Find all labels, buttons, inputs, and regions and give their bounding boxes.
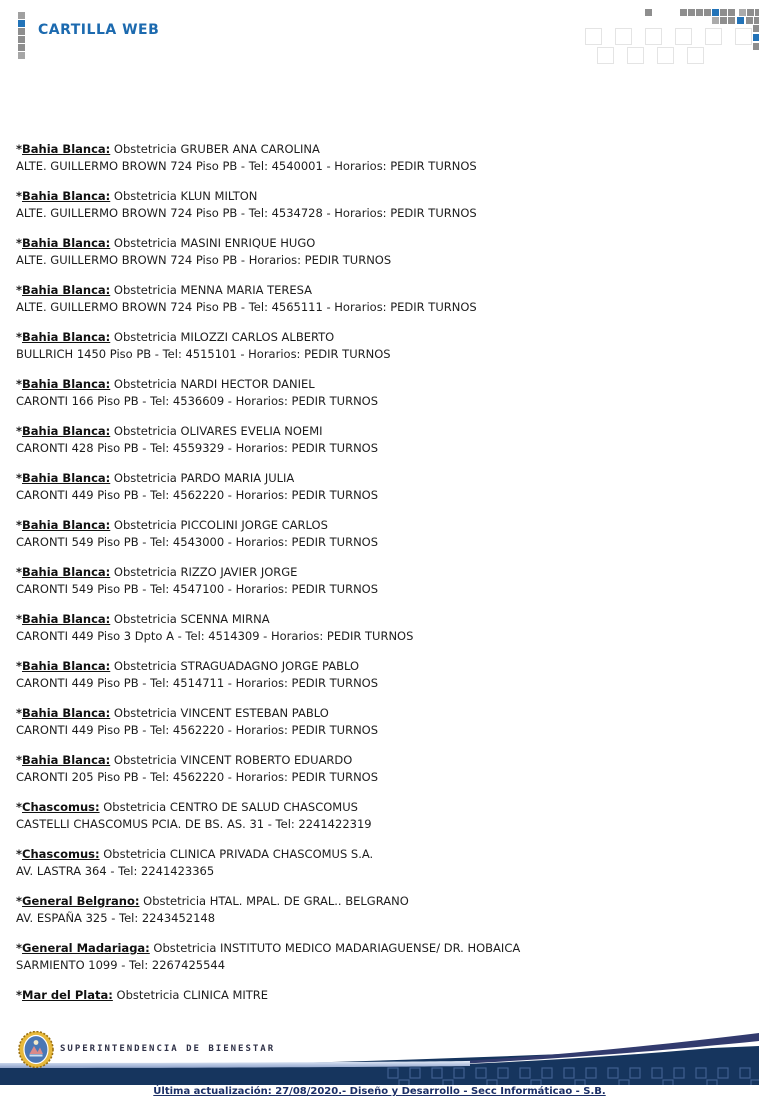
provider-entry (16, 564, 736, 598)
provider-entry (16, 799, 736, 833)
provider-entry (16, 893, 736, 927)
provider-title (16, 752, 736, 769)
provider-name: Obstetricia RIZZO JAVIER JORGE (110, 565, 298, 579)
decor-square (720, 17, 727, 24)
provider-name: Obstetricia HTAL. MPAL. DE GRAL.. BELGRANO (139, 894, 409, 908)
provider-address: CASTELLI CHASCOMUS PCIA. DE BS. AS. 31 - Tel: 2241422319 (16, 817, 372, 831)
provider-city: Mar del Plata: (22, 988, 113, 1002)
provider-name: Obstetricia SCENNA MIRNA (110, 612, 270, 626)
asterisk: * (16, 236, 23, 250)
provider-address: CARONTI 549 Piso PB - Tel: 4547100 - Horarios: PEDIR TURNOS (16, 582, 379, 596)
logo-square (18, 36, 25, 43)
provider-name: Obstetricia VINCENT ESTEBAN PABLO (110, 706, 329, 720)
asterisk: * (16, 518, 23, 532)
provider-name: Obstetricia PICCOLINI JORGE CARLOS (110, 518, 328, 532)
provider-city: Bahia Blanca: (22, 612, 111, 626)
decor-outline-square (687, 47, 704, 64)
provider-city: Chascomus: (22, 847, 100, 861)
provider-title (16, 705, 736, 722)
decor-square (728, 17, 735, 24)
provider-address: AV. ESPAÑA 325 - Tel: 2243452148 (16, 911, 216, 925)
provider-city: Bahia Blanca: (22, 330, 111, 344)
provider-entry (16, 940, 736, 974)
provider-entry (16, 470, 736, 504)
decor-outline-square (675, 28, 692, 45)
asterisk: * (16, 706, 23, 720)
provider-entry (16, 752, 736, 786)
provider-city: Bahia Blanca: (22, 753, 111, 767)
provider-city: Bahia Blanca: (22, 189, 111, 203)
provider-address: BULLRICH 1450 Piso PB - Tel: 4515101 - Horarios: PEDIR TURNOS (16, 347, 391, 361)
decor-square (704, 9, 711, 16)
asterisk: * (16, 565, 23, 579)
asterisk: * (16, 283, 23, 297)
page-title: CARTILLA WEB (38, 22, 160, 38)
asterisk: * (16, 988, 23, 1002)
provider-title (16, 611, 736, 628)
logo-square (18, 20, 25, 27)
decor-square (737, 17, 744, 24)
decor-square (688, 9, 695, 16)
provider-address: ALTE. GUILLERMO BROWN 724 Piso PB - Horarios: PEDIR TURNOS (16, 253, 392, 267)
provider-title (16, 329, 736, 346)
provider-address: AV. LASTRA 364 - Tel: 2241423365 (16, 864, 215, 878)
provider-entry (16, 235, 736, 269)
provider-address: CARONTI 166 Piso PB - Tel: 4536609 - Horarios: PEDIR TURNOS (16, 394, 379, 408)
asterisk: * (16, 941, 23, 955)
provider-name: Obstetricia OLIVARES EVELIA NOEMI (110, 424, 323, 438)
provider-title (16, 846, 736, 863)
provider-entry (16, 282, 736, 316)
provider-entry (16, 423, 736, 457)
logo-square (18, 52, 25, 59)
provider-name: Obstetricia CLINICA PRIVADA CHASCOMUS S.A. (99, 847, 374, 861)
provider-title (16, 470, 736, 487)
crest-logo-icon (18, 1031, 54, 1068)
asterisk: * (16, 659, 23, 673)
decor-square (753, 25, 759, 32)
provider-city: Bahia Blanca: (22, 283, 111, 297)
provider-address: CARONTI 428 Piso PB - Tel: 4559329 - Horarios: PEDIR TURNOS (16, 441, 379, 455)
provider-title (16, 987, 736, 1004)
provider-title (16, 940, 736, 957)
asterisk: * (16, 471, 23, 485)
decor-outline-square (645, 28, 662, 45)
provider-city: Bahia Blanca: (22, 518, 111, 532)
decor-square (680, 9, 687, 16)
org-name: SUPERINTENDENCIA DE BIENESTAR (60, 1044, 276, 1054)
provider-title (16, 376, 736, 393)
footer-swoosh-graphic (0, 1030, 759, 1086)
provider-city: Bahia Blanca: (22, 424, 111, 438)
asterisk: * (16, 377, 23, 391)
provider-city: Chascomus: (22, 800, 100, 814)
provider-address: ALTE. GUILLERMO BROWN 724 Piso PB - Tel: 4565111 - Horarios: PEDIR TURNOS (16, 300, 477, 314)
decor-square (712, 9, 719, 16)
decor-square (755, 9, 759, 16)
provider-name: Obstetricia KLUN MILTON (110, 189, 258, 203)
provider-entry (16, 658, 736, 692)
asterisk: * (16, 894, 23, 908)
provider-name: Obstetricia NARDI HECTOR DANIEL (110, 377, 315, 391)
decor-square (753, 43, 759, 50)
decor-square (645, 9, 652, 16)
provider-name: Obstetricia CENTRO DE SALUD CHASCOMUS (99, 800, 358, 814)
asterisk: * (16, 800, 23, 814)
provider-entry (16, 705, 736, 739)
decor-outline-square (657, 47, 674, 64)
provider-title (16, 141, 736, 158)
decor-outline-square (615, 28, 632, 45)
decor-square (754, 17, 759, 24)
provider-name: Obstetricia INSTITUTO MEDICO MADARIAGUENSE/ DR. HOBAICA (149, 941, 521, 955)
provider-name: Obstetricia MILOZZI CARLOS ALBERTO (110, 330, 335, 344)
decor-outline-square (735, 28, 752, 45)
update-text: Última actualización: 27/08/2020.- Diseño y Desarrollo - Secc Informáticao - S.B. (153, 1086, 606, 1097)
decor-square (720, 9, 727, 16)
provider-title (16, 799, 736, 816)
provider-title (16, 658, 736, 675)
decor-outline-square (585, 28, 602, 45)
provider-city: Bahia Blanca: (22, 706, 111, 720)
provider-entry (16, 987, 736, 1004)
provider-address: SARMIENTO 1099 - Tel: 2267425544 (16, 958, 226, 972)
provider-city: General Belgrano: (22, 894, 140, 908)
decor-outline-square (705, 28, 722, 45)
provider-title (16, 517, 736, 534)
provider-title (16, 893, 736, 910)
decor-square (753, 34, 759, 41)
provider-address: ALTE. GUILLERMO BROWN 724 Piso PB - Tel: 4540001 - Horarios: PEDIR TURNOS (16, 159, 477, 173)
provider-name: Obstetricia CLINICA MITRE (112, 988, 269, 1002)
provider-entry (16, 846, 736, 880)
decor-outline-square (627, 47, 644, 64)
provider-city: General Madariaga: (22, 941, 150, 955)
decor-square (728, 9, 735, 16)
asterisk: * (16, 753, 23, 767)
provider-city: Bahia Blanca: (22, 471, 111, 485)
decor-square (696, 9, 703, 16)
provider-entry (16, 329, 736, 363)
provider-name: Obstetricia MENNA MARIA TERESA (110, 283, 313, 297)
provider-entry (16, 141, 736, 175)
logo-square (18, 44, 25, 51)
provider-city: Bahia Blanca: (22, 565, 111, 579)
provider-name: Obstetricia PARDO MARIA JULIA (110, 471, 295, 485)
asterisk: * (16, 612, 23, 626)
provider-city: Bahia Blanca: (22, 236, 111, 250)
provider-title (16, 235, 736, 252)
provider-entry (16, 376, 736, 410)
provider-name: Obstetricia GRUBER ANA CAROLINA (110, 142, 320, 156)
asterisk: * (16, 142, 23, 156)
provider-address: CARONTI 549 Piso PB - Tel: 4543000 - Horarios: PEDIR TURNOS (16, 535, 379, 549)
provider-city: Bahia Blanca: (22, 377, 111, 391)
asterisk: * (16, 330, 23, 344)
provider-title (16, 564, 736, 581)
provider-address: CARONTI 205 Piso PB - Tel: 4562220 - Horarios: PEDIR TURNOS (16, 770, 379, 784)
decor-outline-square (597, 47, 614, 64)
asterisk: * (16, 424, 23, 438)
decor-square (746, 17, 753, 24)
provider-list (16, 141, 736, 1017)
asterisk: * (16, 847, 23, 861)
provider-address: CARONTI 449 Piso 3 Dpto A - Tel: 4514309 - Horarios: PEDIR TURNOS (16, 629, 414, 643)
decor-square (747, 9, 754, 16)
logo-square (18, 12, 25, 19)
provider-address: CARONTI 449 Piso PB - Tel: 4514711 - Horarios: PEDIR TURNOS (16, 676, 379, 690)
provider-title (16, 282, 736, 299)
provider-city: Bahia Blanca: (22, 142, 111, 156)
provider-address: ALTE. GUILLERMO BROWN 724 Piso PB - Tel: 4534728 - Horarios: PEDIR TURNOS (16, 206, 477, 220)
decor-square (712, 17, 719, 24)
provider-title (16, 423, 736, 440)
provider-entry (16, 517, 736, 551)
provider-entry (16, 188, 736, 222)
provider-address: CARONTI 449 Piso PB - Tel: 4562220 - Horarios: PEDIR TURNOS (16, 723, 379, 737)
provider-entry (16, 611, 736, 645)
provider-city: Bahia Blanca: (22, 659, 111, 673)
provider-name: Obstetricia MASINI ENRIQUE HUGO (110, 236, 316, 250)
asterisk: * (16, 189, 23, 203)
provider-address: CARONTI 449 Piso PB - Tel: 4562220 - Horarios: PEDIR TURNOS (16, 488, 379, 502)
provider-title (16, 188, 736, 205)
decor-square (739, 9, 746, 16)
logo-square (18, 28, 25, 35)
provider-name: Obstetricia STRAGUADAGNO JORGE PABLO (110, 659, 360, 673)
provider-name: Obstetricia VINCENT ROBERTO EDUARDO (110, 753, 353, 767)
